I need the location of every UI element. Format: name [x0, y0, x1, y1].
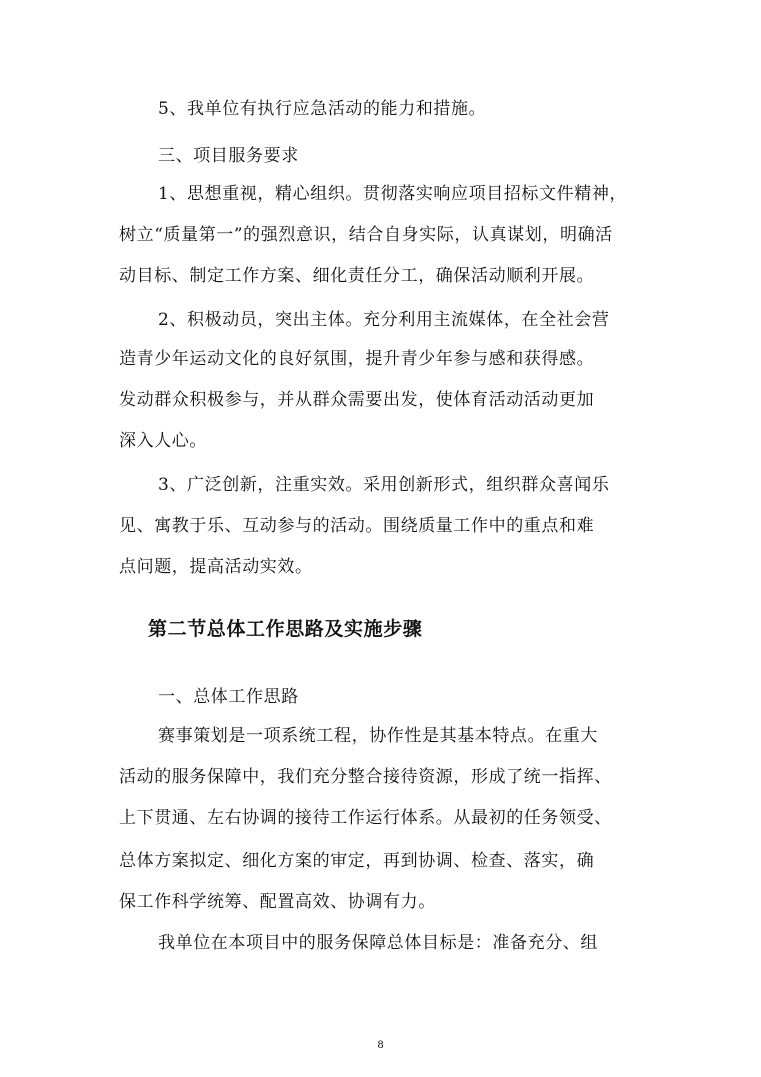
paragraph-5-line-1: 我单位在本项目中的服务保障总体目标是：准备充分、组	[158, 933, 598, 953]
paragraph-1-line-2: 树立“质量第一”的强烈意识，结合自身实际，认真谋划，明确活	[119, 225, 613, 245]
paragraph-2-line-4: 深入人心。	[119, 431, 207, 451]
paragraph-4-line-3: 上下贯通、左右协调的接待工作运行体系。从最初的任务领受、	[119, 808, 612, 828]
paragraph-4-line-5: 保工作科学统筹、配置高效、协调有力。	[119, 892, 436, 912]
section-heading-service-requirements: 三、项目服务要求	[158, 146, 299, 166]
list-item-5: 5、我单位有执行应急活动的能力和措施。	[158, 99, 487, 119]
paragraph-3-line-1: 3、广泛创新，注重实效。采用创新形式，组织群众喜闻乐	[158, 475, 610, 495]
page-number: 8	[377, 1040, 384, 1051]
paragraph-3-line-3: 点问题，提高活动实效。	[119, 557, 313, 577]
paragraph-4-line-1: 赛事策划是一项系统工程，协作性是其基本特点。在重大	[158, 726, 598, 746]
paragraph-2-line-1: 2、积极动员，突出主体。充分利用主流媒体，在全社会营	[158, 310, 610, 330]
paragraph-1-line-1: 1、思想重视，精心组织。贯彻落实响应项目招标文件精神，	[158, 184, 628, 204]
paragraph-1-line-3: 动目标、制定工作方案、细化责任分工，确保活动顺利开展。	[119, 266, 595, 286]
subsection-heading-overall-approach: 一、总体工作思路	[158, 687, 299, 707]
paragraph-4-line-4: 总体方案拟定、细化方案的审定，再到协调、检查、落实，确	[119, 851, 595, 871]
paragraph-3-line-2: 见、寓教于乐、互动参与的活动。围绕质量工作中的重点和难	[119, 516, 595, 536]
section-title: 第二节总体工作思路及实施步骤	[148, 618, 423, 640]
paragraph-4-line-2: 活动的服务保障中，我们充分整合接待资源，形成了统一指挥、	[119, 767, 612, 787]
paragraph-2-line-2: 造青少年运动文化的良好氛围，提升青少年参与感和获得感。	[119, 349, 595, 369]
paragraph-2-line-3: 发动群众积极参与，并从群众需要出发，使体育活动活动更加	[119, 390, 595, 410]
